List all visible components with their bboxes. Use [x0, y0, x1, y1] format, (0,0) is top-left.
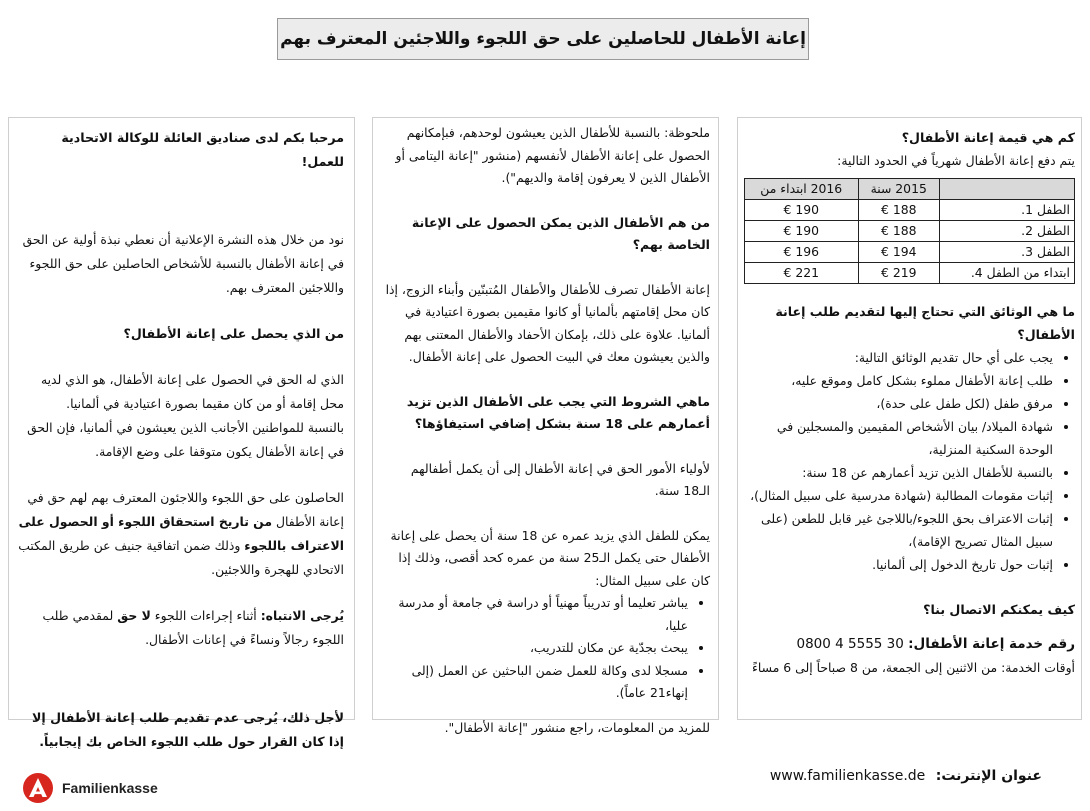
kids-paragraph: إعانة الأطفال تصرف للأطفال والأطفال المُتبنّين وأبناء الزوج، إذا كان محل إقامتهم بألمانيا أو كانوا مقيمين بصورة اعتيادية في ألمانيا. علاوة على ذلك، بإمكان الأحفاد والأطفال المعتنى بهم والذين يعيشون معك في البيت الحصول على إعانة الأطفال. — [385, 281, 710, 364]
final-note: لأجل ذلك، يُرجى عدم تقديم طلب إعانة الأطفال إلا إذا كان القرار حول طلب اللجوء الخاص بك إيجابياً. — [32, 710, 344, 749]
list-item: • مرفق طفل (لكل طفل على حدة)، — [744, 392, 1053, 415]
list-item: • طلب إعانة الأطفال مملوء بشكل كامل وموقع عليه، — [744, 369, 1053, 392]
intro-paragraph: نود من خلال هذه النشرة الإعلانية أن نعطي نبذة أولية عن الحق في إعانة الأطفال بالنسبة للأشخاص الحاصلين على حق اللجوء واللاجئين المعترف بهم. — [22, 232, 344, 295]
table-cell: الطفل 1. — [939, 200, 1074, 221]
who-paragraph-1: الذي له الحق في الحصول على إعانة الأطفال، هو الذي لديه محل إقامة أو من كان مقيما بصورة اعتيادية في ألمانيا. — [40, 372, 344, 411]
eligibility-column — [372, 117, 719, 735]
more-info: للمزيد من المعلومات، راجع منشور "إعانة الأطفال". — [444, 719, 710, 735]
attention-no-right: لا حق — [117, 608, 151, 623]
attention-text-c: لمقدمي طلب اللجوء رجالاً ونساءً في إعانات الأطفال. — [42, 608, 344, 647]
who-heading: من الذي يحصل على إعانة الأطفال؟ — [123, 326, 344, 341]
list-item: • يجب على أي حال تقديم الوثائق التالية: — [744, 346, 1053, 369]
table-header-cell — [939, 179, 1074, 200]
amount-column — [737, 117, 1082, 720]
list-item: • إثبات حول تاريخ الدخول إلى ألمانيا. — [744, 553, 1053, 576]
service-hours: أوقات الخدمة: من الاثنين إلى الجمعة، من 8 صباحاً إلى 6 مساءً — [752, 660, 1075, 675]
welcome-column — [8, 117, 355, 749]
page-title-text: إعانة الأطفال للحاصلين على حق اللجوء واللاجئين المعترف بهم — [280, 29, 806, 49]
familienkasse-logo — [22, 772, 158, 804]
table-row — [745, 242, 1075, 263]
who-paragraph-3 — [17, 486, 344, 582]
amount-heading: كم هي قيمة إعانة الأطفال؟ — [901, 130, 1075, 145]
orphans-note: ملحوظة: بالنسبة للأطفال الذين يعيشون لوحدهم، فبإمكانهم الحصول على إعانة الأطفال لأنفسهم (منشور "إعانة اليتامى أو الأطفال الذين لا يعرفون إقامة والديهم"). — [395, 125, 710, 185]
attention-label: يُرجى الانتباه: — [260, 608, 344, 623]
logo-icon — [22, 772, 54, 804]
list-item: • يبحث بجدّية عن مكان للتدريب، — [381, 637, 688, 660]
table-cell: 188 € — [858, 221, 939, 242]
welcome-heading: مرحبا بكم لدى صناديق العائلة للوكالة الاتحادية للعمل! — [61, 130, 344, 169]
list-item: • إثبات مقومات المطالبة (شهادة مدرسية على سبيل المثال)، — [744, 484, 1053, 507]
who-paragraph-2: بالنسبة للمواطنين الأجانب الذين يعيشون في ألمانيا، فإن الحق في إعانة الأطفال يكون متوقفا على وضع الإقامة. — [27, 420, 344, 459]
table-cell: 221 € — [745, 263, 859, 284]
table-cell: 196 € — [745, 242, 859, 263]
list-item: • إثبات الاعتراف بحق اللجوء/باللاجئ غير قابل للطعن (على سبيل المثال تصريح الإقامة)، — [744, 507, 1053, 553]
table-row — [745, 221, 1075, 242]
logo-text: Familienkasse — [62, 780, 158, 796]
table-row — [745, 200, 1075, 221]
website-link[interactable]: www.familienkasse.de — [769, 768, 926, 784]
conditions-heading: ماهي الشروط التي يجب على الأطفال الذين تزيد أعمارهم على 18 سنة بشكل إضافي استيفاؤها؟ — [406, 393, 710, 431]
conditions-list — [381, 592, 710, 705]
who-p3-bold: من تاريخ استحقاق اللجوء أو الحصول على الاعتراف باللجوء — [18, 514, 344, 553]
documents-list — [744, 346, 1075, 576]
table-header-cell: 2015 سنة — [858, 179, 939, 200]
documents-heading: ما هي الوثائق التي تحتاج إليها لتقديم طلب إعانة الأطفال؟ — [775, 304, 1075, 342]
contact-heading: كيف يمكنكم الاتصال بنا؟ — [923, 602, 1075, 617]
service-line — [744, 633, 1075, 656]
list-item: • بالنسبة للأطفال الذين تزيد أعمارهم عن 18 سنة: — [744, 461, 1053, 484]
service-label: رقم خدمة إعانة الأطفال: — [908, 636, 1075, 652]
table-cell: 194 € — [858, 242, 939, 263]
table-cell: 190 € — [745, 221, 859, 242]
table-cell: الطفل 2. — [939, 221, 1074, 242]
table-cell: الطفل 3. — [939, 242, 1074, 263]
who-p3-start: الحاصلون على حق اللجوء واللاجئون المعترف بهم لهم حق في إعانة الأطفال — [27, 490, 344, 529]
website-line — [770, 768, 1042, 784]
list-item: • شهادة الميلاد/ بيان الأشخاص المقيمين والمسجلين في الوحدة السكنية المنزلية، — [744, 415, 1053, 461]
table-cell: 219 € — [858, 263, 939, 284]
website-label: عنوان الإنترنت: — [935, 768, 1042, 784]
kids-heading: من هم الأطفال الذين يمكن الحصول على الإعانة الخاصة بهم؟ — [411, 214, 710, 252]
page-title — [277, 18, 809, 60]
amount-table — [744, 178, 1075, 284]
conditions-paragraph-1: لأولياء الأمور الحق في إعانة الأطفال إلى أن يكمل أطفالهم الـ18 سنة. — [410, 460, 710, 498]
list-item: • مسجلا لدى وكالة للعمل ضمن الباحثين عن العمل (إلى إنهاء21 عاماً). — [381, 660, 688, 705]
table-cell: ابتداء من الطفل 4. — [939, 263, 1074, 284]
amount-intro: يتم دفع إعانة الأطفال شهرياً في الحدود التالية: — [837, 153, 1075, 168]
table-header-row — [745, 179, 1075, 200]
attention-text-a: أثناء إجراءات اللجوء — [150, 608, 261, 623]
service-number: 0800 4 5555 30 — [796, 636, 904, 652]
conditions-paragraph-2: يمكن للطفل الذي يزيد عمره عن 18 سنة أن يحصل على إعانة الأطفال حتى يكمل الـ25 سنة من عمره كحد أقصى، وذلك إذا كان على سبيل المثال: — [390, 527, 710, 588]
list-item: • يباشر تعليما أو تدريباً مهنياً أو دراسة في جامعة أو مدرسة عليا، — [381, 592, 688, 637]
attention-note — [17, 604, 344, 652]
table-row — [745, 263, 1075, 284]
who-p3-end: وذلك ضمن اتفاقية جنيف عن طريق المكتب الاتحادي للهجرة واللاجئين. — [18, 538, 344, 577]
table-cell: 188 € — [858, 200, 939, 221]
table-cell: 190 € — [745, 200, 859, 221]
table-header-cell: 2016 ابتداء من — [745, 179, 859, 200]
